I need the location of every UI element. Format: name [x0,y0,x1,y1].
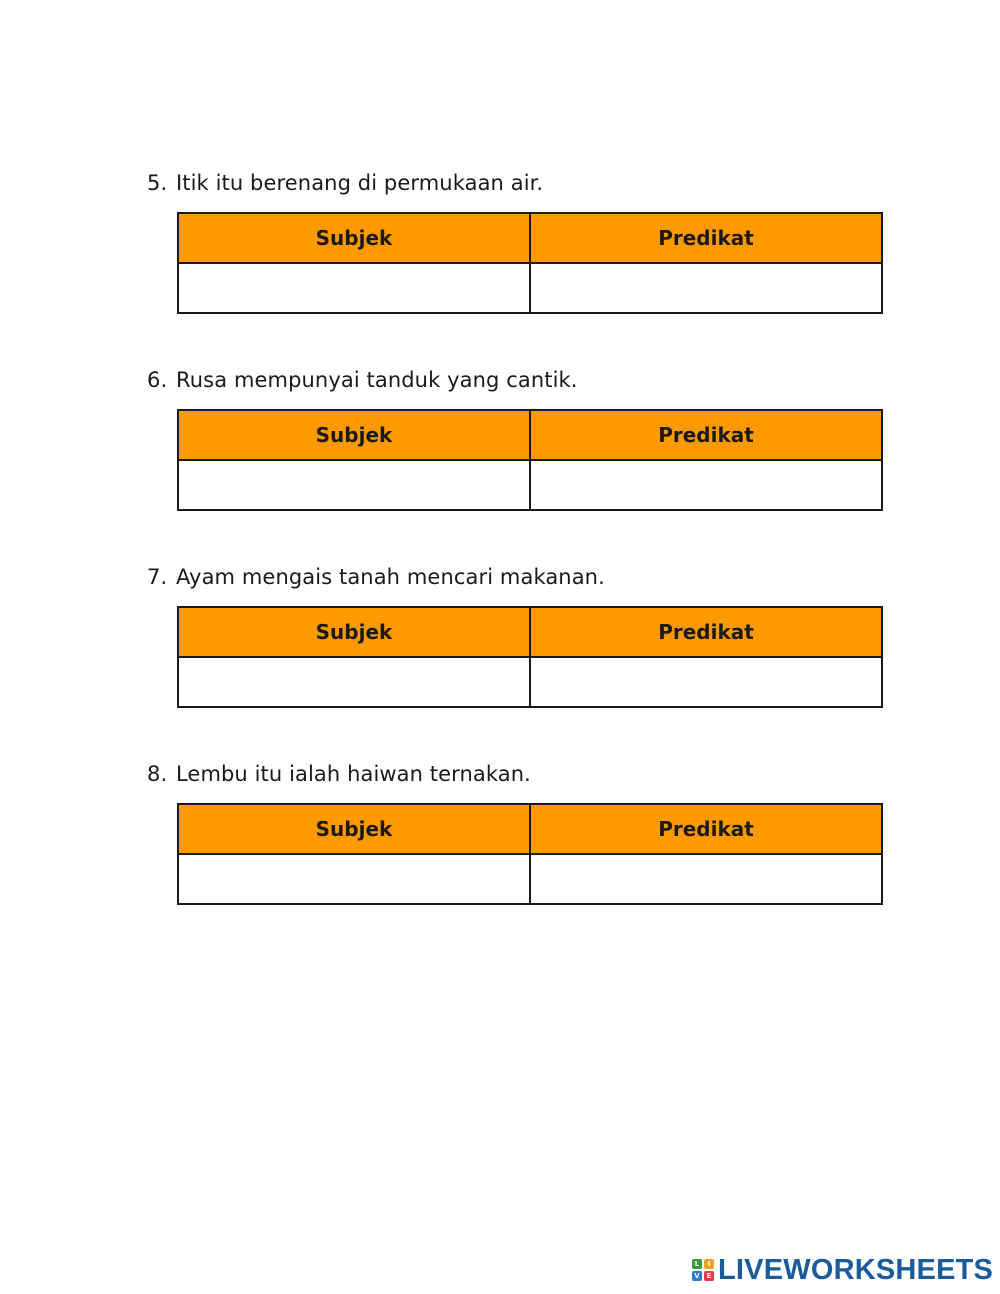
answer-table [177,212,883,314]
question-6 [147,367,887,447]
subjek-answer[interactable] [179,264,529,312]
question-text [147,170,887,196]
subjek-answer-cell[interactable] [178,657,530,707]
subjek-answer[interactable] [179,855,529,903]
predikat-answer[interactable] [531,461,881,509]
subjek-header: Subjek [178,607,530,657]
logo-icon [692,1259,714,1281]
predikat-header: Predikat [530,410,882,460]
predikat-answer[interactable] [531,855,881,903]
question-sentence: Ayam mengais tanah mencari makanan. [176,565,605,589]
logo-square: V [692,1271,702,1281]
logo-text: LIVEWORKSHEETS [718,1254,994,1286]
question-number: 8. [147,762,168,786]
subjek-answer-cell[interactable] [178,263,530,313]
question-7 [147,564,887,644]
logo-square: E [704,1271,714,1281]
subjek-header: Subjek [178,804,530,854]
question-sentence: Itik itu berenang di permukaan air. [176,171,544,195]
predikat-answer-cell[interactable] [530,460,882,510]
predikat-answer-cell[interactable] [530,263,882,313]
question-number: 5. [147,171,168,195]
logo-square: I [704,1259,714,1269]
question-text [147,761,887,787]
question-number: 6. [147,368,168,392]
liveworksheets-logo [692,1256,993,1284]
answer-table [177,803,883,905]
question-number: 7. [147,565,168,589]
answer-table [177,606,883,708]
subjek-answer[interactable] [179,461,529,509]
question-sentence: Lembu itu ialah haiwan ternakan. [176,762,531,786]
question-sentence: Rusa mempunyai tanduk yang cantik. [176,368,578,392]
subjek-header: Subjek [178,213,530,263]
question-5 [147,170,887,250]
question-text [147,367,887,393]
question-text [147,564,887,590]
predikat-answer-cell[interactable] [530,657,882,707]
predikat-header: Predikat [530,804,882,854]
predikat-answer[interactable] [531,264,881,312]
logo-square: L [692,1259,702,1269]
subjek-header: Subjek [178,410,530,460]
question-8 [147,761,887,841]
subjek-answer-cell[interactable] [178,460,530,510]
predikat-header: Predikat [530,213,882,263]
subjek-answer-cell[interactable] [178,854,530,904]
predikat-answer-cell[interactable] [530,854,882,904]
predikat-header: Predikat [530,607,882,657]
predikat-answer[interactable] [531,658,881,706]
answer-table [177,409,883,511]
subjek-answer[interactable] [179,658,529,706]
